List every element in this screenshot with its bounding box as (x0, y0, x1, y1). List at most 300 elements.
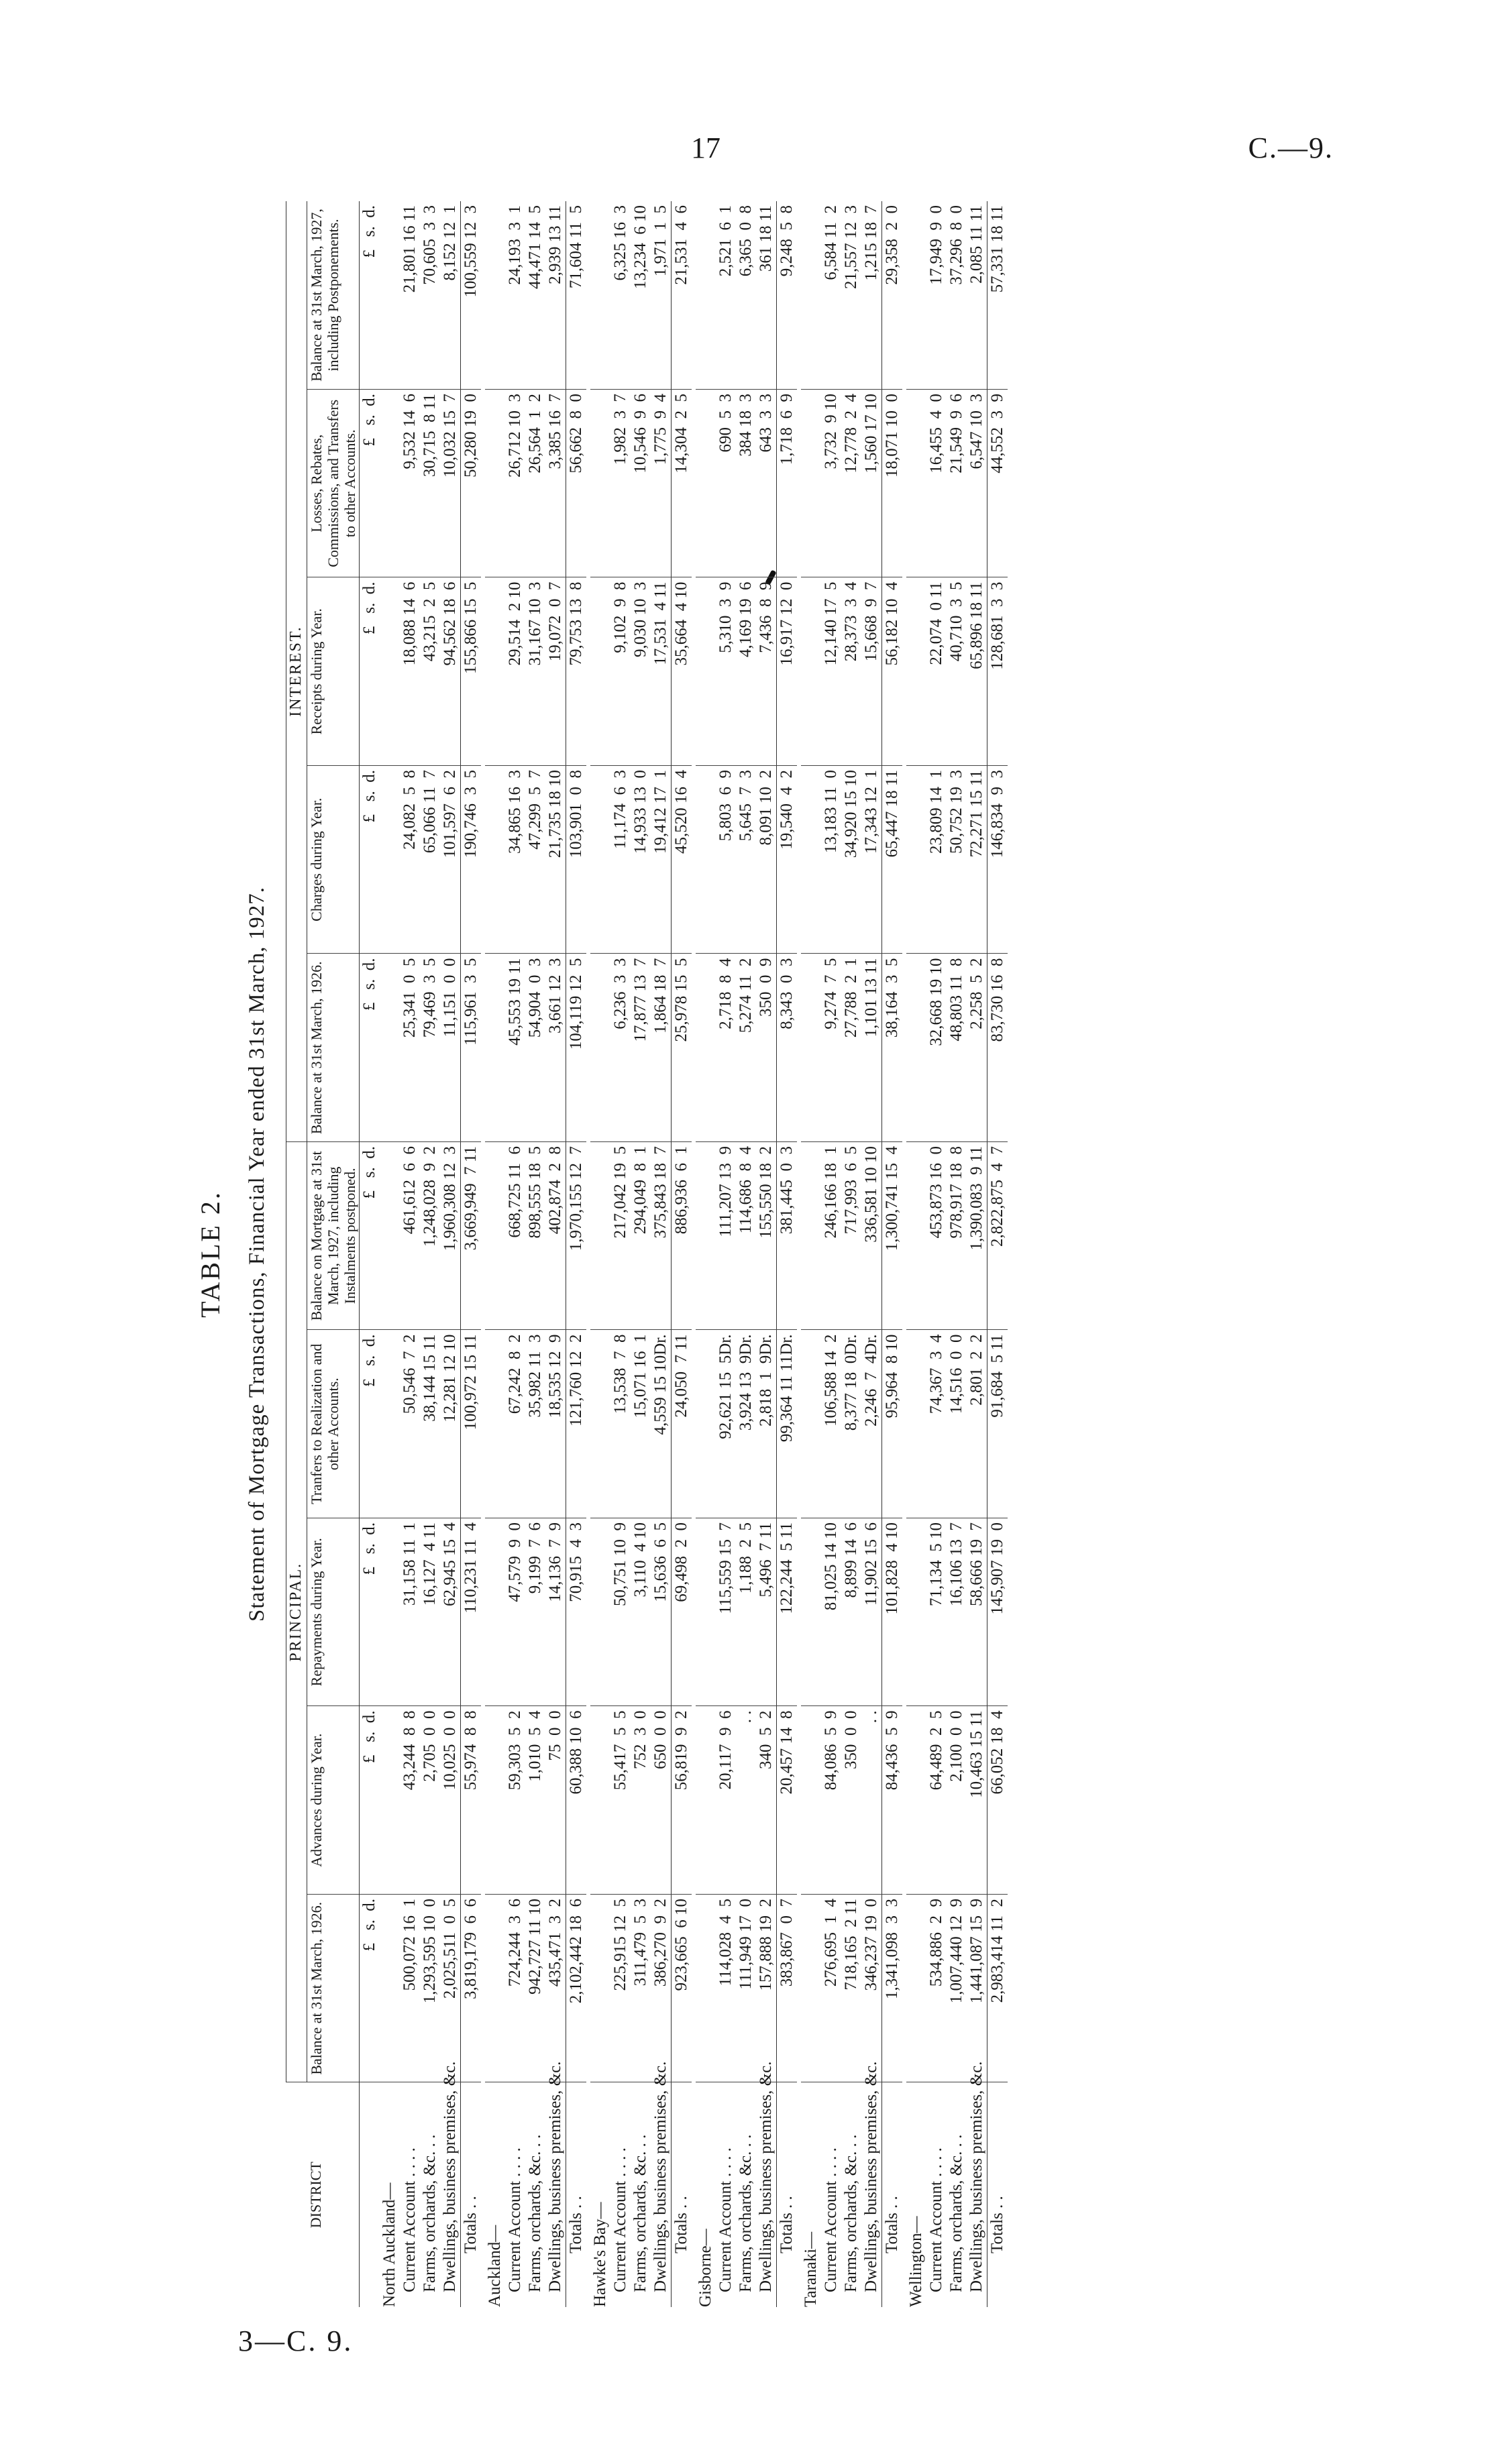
amount-cell: 6,325 16 3 (610, 201, 631, 390)
amount-cell: 1,341,098 3 3 (882, 1895, 903, 2083)
amount-cell (380, 577, 400, 766)
unit-row-spacer (360, 2082, 380, 2307)
district-heading-row (590, 201, 610, 2307)
amount-cell: 38,144 15 11 (420, 1330, 440, 1518)
amount-cell (696, 1142, 716, 1331)
district-heading-row (906, 201, 926, 2307)
amount-cell: 74,367 3 4 (926, 1330, 947, 1518)
amount-cell: 1,101 13 11 (861, 954, 882, 1142)
amount-cell: 10,032 15 7 (440, 390, 461, 578)
column-header: Balance on Mortgage at 31st March, 1927, including Instalments postponed. (307, 1142, 360, 1331)
amount-cell: 103,901 0 8 (566, 766, 587, 954)
amount-cell (696, 1518, 716, 1707)
amount-cell: 384 18 3 (736, 390, 756, 578)
table-row (420, 201, 440, 2307)
amount-cell: 16,127 4 11 (420, 1518, 440, 1707)
amount-cell (485, 1895, 505, 2083)
row-label: Farms, orchards, &c. . . (421, 2134, 439, 2292)
totals-row (672, 201, 692, 2307)
amount-cell: 14,136 7 9 (545, 1518, 566, 1707)
row-label: Current Account . . . . (716, 2147, 735, 2292)
amount-cell: 79,753 13 8 (566, 577, 587, 766)
amount-cell: 111,949 17 0 (736, 1895, 756, 2083)
amount-cell: 2,801 2 2 (967, 1330, 987, 1518)
amount-cell (906, 577, 926, 766)
amount-cell (906, 1706, 926, 1895)
amount-cell (380, 954, 400, 1142)
amount-cell: 34,865 16 3 (505, 766, 525, 954)
amount-cell: 5,310 3 9 (716, 577, 736, 766)
amount-cell: 246,166 18 1 (821, 1142, 841, 1331)
amount-cell (380, 390, 400, 578)
amount-cell: 84,086 5 9 (821, 1706, 841, 1895)
amount-cell (380, 201, 400, 390)
amount-cell (906, 1895, 926, 2083)
amount-cell: 8,091 10 2 (756, 766, 777, 954)
amount-cell: 15,071 16 1 (631, 1330, 651, 1518)
page-number: 17 (691, 131, 720, 164)
amount-cell: 72,271 15 11 (967, 766, 987, 954)
amount-cell: 100,559 12 3 (461, 201, 482, 390)
amount-cell: 56,182 10 4 (882, 577, 903, 766)
amount-cell: 9,532 14 6 (400, 390, 420, 578)
amount-cell: 6,365 0 8 (736, 201, 756, 390)
amount-cell: 2,085 11 11 (967, 201, 987, 390)
amount-cell (801, 1518, 821, 1707)
amount-cell: 15,636 6 5 (651, 1518, 672, 1707)
amount-cell: 44,552 3 9 (987, 390, 1008, 578)
amount-cell (801, 201, 821, 390)
table-row (610, 201, 631, 2307)
row-label: North Auckland— (380, 2182, 399, 2307)
amount-cell: 19,412 17 1 (651, 766, 672, 954)
row-label: Totals . . (461, 2082, 482, 2307)
amount-cell: 5,645 7 3 (736, 766, 756, 954)
amount-cell: 122,244 5 11 (777, 1518, 798, 1707)
totals-row (566, 201, 587, 2307)
table-row (947, 201, 967, 2307)
amount-cell (380, 766, 400, 954)
row-label: Current Account . . . . (506, 2147, 525, 2292)
amount-cell: 2,258 5 2 (967, 954, 987, 1142)
amount-cell: 5,803 6 9 (716, 766, 736, 954)
amount-cell: 6,547 10 3 (967, 390, 987, 578)
amount-cell: 350 0 0 (841, 1706, 861, 1895)
amount-cell: 60,388 10 6 (566, 1706, 587, 1895)
row-label: Totals . . (777, 2082, 798, 2307)
amount-cell: 190,746 3 5 (461, 766, 482, 954)
table-row (545, 201, 566, 2307)
table-row (400, 201, 420, 2307)
amount-cell: 66,052 18 4 (987, 1706, 1008, 1895)
amount-cell: 28,373 3 4 (841, 577, 861, 766)
amount-cell (801, 766, 821, 954)
amount-cell: 461,612 6 6 (400, 1142, 420, 1331)
amount-cell: 92,621 15 5Dr. (716, 1330, 736, 1518)
amount-cell: 45,520 16 4 (672, 766, 692, 954)
principal-group-header: PRINCIPAL. (286, 1142, 307, 2083)
amount-cell: 7,436 8 9 (756, 577, 777, 766)
amount-cell: 752 3 0 (631, 1706, 651, 1895)
district-column-header: DISTRICT (307, 2082, 360, 2307)
amount-cell: 146,834 9 3 (987, 766, 1008, 954)
amount-cell (696, 390, 716, 578)
amount-cell: 18,535 12 9 (545, 1330, 566, 1518)
amount-cell (696, 1706, 716, 1895)
amount-cell: 718,165 2 11 (841, 1895, 861, 2083)
amount-cell (906, 201, 926, 390)
table-row (440, 201, 461, 2307)
amount-cell (380, 1518, 400, 1707)
row-label: Farms, orchards, &c. . . (842, 2134, 861, 2292)
amount-cell: 110,231 11 4 (461, 1518, 482, 1707)
amount-cell: 10,546 9 6 (631, 390, 651, 578)
amount-cell: 38,164 3 5 (882, 954, 903, 1142)
amount-cell: 3,732 9 10 (821, 390, 841, 578)
amount-cell: 34,920 15 10 (841, 766, 861, 954)
amount-cell: 12,778 2 4 (841, 390, 861, 578)
amount-cell: 978,917 18 8 (947, 1142, 967, 1331)
column-header: Charges during Year. (307, 766, 360, 954)
amount-cell: 35,982 11 3 (525, 1330, 545, 1518)
document-code: C.—9. (1248, 131, 1334, 164)
amount-cell: 923,665 6 10 (672, 1895, 692, 2083)
amount-cell: 1,970,155 12 7 (566, 1142, 587, 1331)
amount-cell: 3,819,179 6 6 (461, 1895, 482, 2083)
amount-cell: 81,025 14 10 (821, 1518, 841, 1707)
row-label: Auckland— (486, 2225, 504, 2307)
amount-cell (380, 1330, 400, 1518)
amount-cell: 95,964 8 10 (882, 1330, 903, 1518)
amount-cell (696, 201, 716, 390)
amount-cell: 3,661 12 3 (545, 954, 566, 1142)
amount-cell: 27,788 2 1 (841, 954, 861, 1142)
amount-cell: 21,557 12 3 (841, 201, 861, 390)
amount-cell: 43,244 8 8 (400, 1706, 420, 1895)
amount-cell (906, 1142, 926, 1331)
district-heading-row (380, 201, 400, 2307)
amount-cell: 1,390,083 9 11 (967, 1142, 987, 1331)
amount-cell: 2,939 13 11 (545, 201, 566, 390)
amount-cell: 56,662 8 0 (566, 390, 587, 578)
amount-cell: 45,553 19 11 (505, 954, 525, 1142)
amount-cell: 71,604 11 5 (566, 201, 587, 390)
amount-cell: 1,188 2 5 (736, 1518, 756, 1707)
amount-cell (485, 390, 505, 578)
amount-cell: 16,106 13 7 (947, 1518, 967, 1707)
amount-cell (906, 1518, 926, 1707)
amount-cell: 14,516 0 0 (947, 1330, 967, 1518)
amount-cell: 9,102 9 8 (610, 577, 631, 766)
amount-cell: 128,681 3 3 (987, 577, 1008, 766)
amount-cell: 886,936 6 1 (672, 1142, 692, 1331)
column-header: Tranfers to Realization and other Accounts. (307, 1330, 360, 1518)
amount-cell: 20,117 9 6 (716, 1706, 736, 1895)
amount-cell: 71,134 5 10 (926, 1518, 947, 1707)
amount-cell: 24,082 5 8 (400, 766, 420, 954)
amount-cell: 18,088 14 6 (400, 577, 420, 766)
footer-code: 3—C. 9. (238, 2325, 354, 2357)
amount-cell: 59,303 5 2 (505, 1706, 525, 1895)
amount-cell: 3,385 16 7 (545, 390, 566, 578)
amount-cell (485, 1706, 505, 1895)
amount-cell (906, 954, 926, 1142)
amount-cell: 65,896 18 11 (967, 577, 987, 766)
amount-cell: 402,874 2 8 (545, 1142, 566, 1331)
amount-cell: 31,167 10 3 (525, 577, 545, 766)
amount-cell: 453,873 16 0 (926, 1142, 947, 1331)
unit-label: £ s. d. (360, 766, 380, 954)
amount-cell (801, 1706, 821, 1895)
amount-cell: 55,974 8 8 (461, 1706, 482, 1895)
column-header: Repayments during Year. (307, 1518, 360, 1707)
unit-label: £ s. d. (360, 1518, 380, 1707)
amount-cell: 375,843 18 7 (651, 1142, 672, 1331)
amount-cell: 1,864 18 7 (651, 954, 672, 1142)
amount-cell: 276,695 1 4 (821, 1895, 841, 2083)
amount-cell: 2,100 0 0 (947, 1706, 967, 1895)
amount-cell: 111,207 13 9 (716, 1142, 736, 1331)
amount-cell: 668,725 11 6 (505, 1142, 525, 1331)
amount-cell: 22,074 0 11 (926, 577, 947, 766)
amount-cell: 67,242 8 2 (505, 1330, 525, 1518)
amount-cell: 114,028 4 5 (716, 1895, 736, 2083)
amount-cell (485, 201, 505, 390)
row-label: Gisborne— (696, 2229, 715, 2307)
amount-cell: 1,215 18 7 (861, 201, 882, 390)
amount-cell: 50,751 10 9 (610, 1518, 631, 1707)
amount-cell (380, 1142, 400, 1331)
amount-cell: 217,042 19 5 (610, 1142, 631, 1331)
row-label: Totals . . (882, 2082, 903, 2307)
amount-cell: 3,110 4 10 (631, 1518, 651, 1707)
row-label: Farms, orchards, &c. . . (526, 2134, 545, 2292)
amount-cell: 9,248 5 8 (777, 201, 798, 390)
amount-cell: 70,605 3 3 (420, 201, 440, 390)
amount-cell (590, 1895, 610, 2083)
amount-cell: 101,597 6 2 (440, 766, 461, 954)
district-heading-row (696, 201, 716, 2307)
amount-cell: 145,907 19 0 (987, 1518, 1008, 1707)
row-label: Dwellings, business premises, &c. (651, 2061, 670, 2292)
amount-cell: 225,915 12 5 (610, 1895, 631, 2083)
district-heading-row (801, 201, 821, 2307)
row-spacer (1008, 201, 1012, 2307)
amount-cell: 9,030 10 3 (631, 577, 651, 766)
amount-cell: 16,917 12 0 (777, 577, 798, 766)
amount-cell: 21,549 9 6 (947, 390, 967, 578)
totals-row (777, 201, 798, 2307)
row-label: Totals . . (566, 2082, 587, 2307)
amount-cell: 4,559 15 10Dr. (651, 1330, 672, 1518)
row-label: Current Account . . . . (611, 2147, 630, 2292)
amount-cell: 23,809 14 1 (926, 766, 947, 954)
amount-cell (485, 1142, 505, 1331)
amount-cell: 3,924 13 9Dr. (736, 1330, 756, 1518)
amount-cell: 54,904 0 3 (525, 954, 545, 1142)
amount-cell: 2,705 0 0 (420, 1706, 440, 1895)
table-row (525, 201, 545, 2307)
amount-cell (590, 954, 610, 1142)
amount-cell: 9,199 7 6 (525, 1518, 545, 1707)
row-label: Totals . . (672, 2082, 692, 2307)
amount-cell: 50,752 19 3 (947, 766, 967, 954)
amount-cell: 1,960,308 12 3 (440, 1142, 461, 1331)
amount-cell: 2,718 8 4 (716, 954, 736, 1142)
interest-group-header: INTEREST. (286, 201, 307, 1142)
table-row (716, 201, 736, 2307)
amount-cell: 115,559 15 7 (716, 1518, 736, 1707)
amount-cell: 20,457 14 8 (777, 1706, 798, 1895)
amount-cell (906, 390, 926, 578)
amount-cell: 10,025 0 0 (440, 1706, 461, 1895)
row-label: Dwellings, business premises, &c. (546, 2061, 565, 2292)
amount-cell (485, 954, 505, 1142)
amount-cell: . . (736, 1706, 756, 1895)
amount-cell: 1,560 17 10 (861, 390, 882, 578)
amount-cell (380, 1706, 400, 1895)
amount-cell: 62,945 15 4 (440, 1518, 461, 1707)
amount-cell: 13,234 6 10 (631, 201, 651, 390)
row-label: Farms, orchards, &c. . . (947, 2134, 966, 2292)
amount-cell: 30,715 8 11 (420, 390, 440, 578)
amount-cell: 5,496 7 11 (756, 1518, 777, 1707)
spacer-cell (1008, 201, 1012, 2307)
amount-cell: 386,270 9 2 (651, 1895, 672, 2083)
table-row (631, 201, 651, 2307)
amount-cell: 69,498 2 0 (672, 1518, 692, 1707)
amount-cell (590, 766, 610, 954)
amount-cell: 24,193 3 1 (505, 201, 525, 390)
amount-cell: 15,668 9 7 (861, 577, 882, 766)
amount-cell (696, 954, 716, 1142)
amount-cell: 40,710 3 5 (947, 577, 967, 766)
amount-cell: 381,445 0 3 (777, 1142, 798, 1331)
amount-cell: 19,540 4 2 (777, 766, 798, 954)
row-label: Dwellings, business premises, &c. (757, 2061, 775, 2292)
amount-cell: 65,066 11 7 (420, 766, 440, 954)
unit-label: £ s. d. (360, 201, 380, 390)
amount-cell: 114,686 8 4 (736, 1142, 756, 1331)
amount-cell (590, 201, 610, 390)
amount-cell: 50,546 7 2 (400, 1330, 420, 1518)
amount-cell: . . (861, 1706, 882, 1895)
amount-cell: 29,514 2 10 (505, 577, 525, 766)
amount-cell (801, 954, 821, 1142)
amount-cell: 2,521 6 1 (716, 201, 736, 390)
amount-cell: 17,343 12 1 (861, 766, 882, 954)
table-row (736, 201, 756, 2307)
row-label: Hawke's Bay— (591, 2202, 610, 2307)
amount-cell (906, 766, 926, 954)
amount-cell (590, 1142, 610, 1331)
amount-cell: 1,982 3 7 (610, 390, 631, 578)
amount-cell: 26,564 1 2 (525, 390, 545, 578)
amount-cell: 6,584 11 2 (821, 201, 841, 390)
unit-label: £ s. d. (360, 390, 380, 578)
amount-cell: 1,010 5 4 (525, 1706, 545, 1895)
amount-cell: 58,666 19 7 (967, 1518, 987, 1707)
amount-cell: 21,735 18 10 (545, 766, 566, 954)
amount-cell: 43,215 2 5 (420, 577, 440, 766)
amount-cell: 32,668 19 10 (926, 954, 947, 1142)
table-subtitle: Statement of Mortgage Transactions, Financial Year ended 31st March, 1927. (245, 887, 269, 1622)
amount-cell: 9,274 7 5 (821, 954, 841, 1142)
amount-cell: 121,760 12 2 (566, 1330, 587, 1518)
amount-cell: 435,471 3 2 (545, 1895, 566, 2083)
amount-cell: 8,377 18 0Dr. (841, 1330, 861, 1518)
amount-cell: 346,237 19 0 (861, 1895, 882, 2083)
unit-label: £ s. d. (360, 1706, 380, 1895)
amount-cell: 26,712 10 3 (505, 390, 525, 578)
table-row (756, 201, 777, 2307)
amount-cell: 350 0 9 (756, 954, 777, 1142)
district-heading-row (485, 201, 505, 2307)
amount-cell: 47,579 9 0 (505, 1518, 525, 1707)
amount-cell: 2,822,875 4 7 (987, 1142, 1008, 1331)
amount-cell (801, 1895, 821, 2083)
amount-cell: 75 0 0 (545, 1706, 566, 1895)
amount-cell: 21,531 4 6 (672, 201, 692, 390)
amount-cell: 11,151 0 0 (440, 954, 461, 1142)
amount-cell: 942,727 11 10 (525, 1895, 545, 2083)
amount-cell: 2,102,442 18 6 (566, 1895, 587, 2083)
column-header: Advances during Year. (307, 1706, 360, 1895)
amount-cell (696, 1895, 716, 2083)
amount-cell: 35,664 4 10 (672, 577, 692, 766)
totals-row (987, 201, 1008, 2307)
row-label: Farms, orchards, &c. . . (631, 2134, 650, 2292)
amount-cell: 56,819 9 2 (672, 1706, 692, 1895)
column-header: Losses, Rebates, Commissions, and Transfers to other Accounts. (307, 390, 360, 578)
amount-cell: 157,888 19 2 (756, 1895, 777, 2083)
amount-cell: 91,684 5 11 (987, 1330, 1008, 1518)
mortgage-table (286, 201, 1012, 2307)
row-label: Totals . . (987, 2082, 1008, 2307)
amount-cell (590, 577, 610, 766)
row-label: Dwellings, business premises, &c. (967, 2061, 986, 2292)
table-row (505, 201, 525, 2307)
amount-cell: 724,244 3 6 (505, 1895, 525, 2083)
unit-label: £ s. d. (360, 577, 380, 766)
row-label: Farms, orchards, &c. . . (737, 2134, 755, 2292)
unit-label: £ s. d. (360, 1142, 380, 1331)
amount-cell: 2,983,414 11 2 (987, 1895, 1008, 2083)
amount-cell: 8,343 0 3 (777, 954, 798, 1142)
row-label: Taranaki— (802, 2231, 820, 2307)
amount-cell (696, 1330, 716, 1518)
amount-cell: 16,455 4 0 (926, 390, 947, 578)
amount-cell (485, 1330, 505, 1518)
amount-cell: 340 5 2 (756, 1706, 777, 1895)
amount-cell: 17,531 4 11 (651, 577, 672, 766)
amount-cell: 2,246 7 4Dr. (861, 1330, 882, 1518)
amount-cell: 336,581 10 10 (861, 1142, 882, 1331)
amount-cell: 155,866 15 5 (461, 577, 482, 766)
amount-cell: 65,447 18 11 (882, 766, 903, 954)
table-row (967, 201, 987, 2307)
amount-cell: 25,978 15 5 (672, 954, 692, 1142)
amount-cell: 100,972 15 11 (461, 1330, 482, 1518)
amount-cell: 2,025,511 0 5 (440, 1895, 461, 2083)
amount-cell: 13,183 11 0 (821, 766, 841, 954)
amount-cell: 155,550 18 2 (756, 1142, 777, 1331)
amount-cell: 104,119 12 5 (566, 954, 587, 1142)
row-label: Wellington— (907, 2216, 926, 2307)
amount-cell: 1,007,440 12 9 (947, 1895, 967, 2083)
amount-cell: 44,471 14 5 (525, 201, 545, 390)
amount-cell: 48,803 11 8 (947, 954, 967, 1142)
